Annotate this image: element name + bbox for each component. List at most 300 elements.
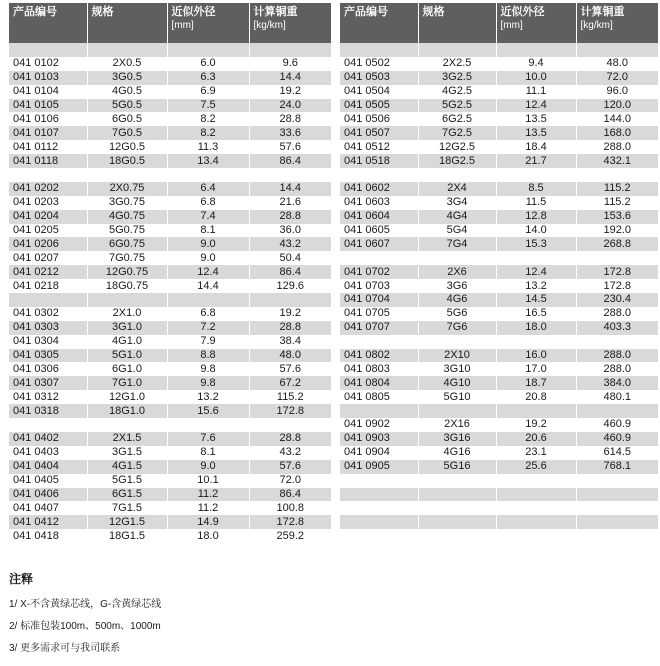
cell-outer-diameter: 9.0 [167, 237, 249, 251]
cell-outer-diameter: 7.4 [167, 210, 249, 224]
cell-product-code: 041 0312 [9, 390, 87, 404]
cell-copper-weight: 432.1 [576, 154, 658, 168]
table-row [9, 515, 331, 529]
cell-product-code: 041 0802 [340, 349, 418, 363]
cell-product-code: 041 0202 [9, 182, 87, 196]
cell-copper-weight: 115.2 [276, 390, 304, 403]
cell-outer-diameter [167, 43, 249, 57]
cell-copper-weight: 614.5 [603, 446, 632, 459]
cell-spec: 3G0.5 [87, 71, 167, 85]
cell-copper-weight: 259.2 [276, 529, 305, 542]
cell-copper-weight: 460.9 [603, 418, 632, 431]
cell-spec: 5G2.5 [418, 99, 496, 113]
table-row [340, 321, 658, 335]
cell-outer-diameter: 9.8 [167, 362, 249, 376]
cell-spec: 7G6 [418, 321, 496, 335]
cell-copper-weight: 172.8 [249, 515, 331, 529]
cell-product-code: 041 0507 [340, 126, 418, 140]
cell-outer-diameter: 9.8 [167, 376, 249, 390]
cell-spec [87, 43, 167, 57]
cell-copper-weight: 28.8 [279, 112, 301, 125]
cell-copper-weight: 86.4 [249, 488, 331, 502]
table-row [9, 488, 331, 502]
cell-spec [87, 168, 167, 182]
cell-copper-weight: 153.6 [576, 210, 658, 224]
cell-product-code [340, 529, 418, 543]
cell-copper-weight: 50.4 [279, 251, 301, 264]
table-header-row [340, 3, 658, 43]
table-row [9, 126, 331, 140]
table-row [340, 515, 658, 529]
cell-product-code [340, 168, 418, 182]
table-row [340, 390, 658, 404]
cell-product-code: 041 0903 [340, 432, 418, 446]
cell-product-code: 041 0204 [9, 210, 87, 224]
cell-product-code: 041 0902 [340, 418, 418, 432]
cell-copper-weight: 288.0 [603, 140, 632, 153]
cell-outer-diameter: 13.5 [496, 112, 576, 126]
cell-spec: 2X1.0 [87, 307, 167, 321]
cell-spec: 2X2.5 [418, 57, 496, 71]
table-row [9, 362, 331, 376]
table-row [9, 418, 331, 432]
cell-product-code [340, 474, 418, 488]
table-row [340, 432, 658, 446]
cell-copper-weight: 28.8 [249, 210, 331, 224]
cell-outer-diameter [496, 335, 576, 349]
table-row [9, 349, 331, 363]
table-row [340, 293, 658, 307]
table-row [340, 265, 658, 279]
table-row [340, 279, 658, 293]
table-row [9, 460, 331, 474]
cell-product-code: 041 0503 [340, 71, 418, 85]
cable-spec-table-left [9, 3, 331, 543]
cell-product-code [9, 418, 87, 432]
cell-outer-diameter: 6.9 [167, 85, 249, 99]
col-header-outer-diameter: 近似外径 [mm] [496, 3, 576, 43]
cell-copper-weight [576, 529, 658, 543]
table-row [340, 376, 658, 390]
cell-product-code: 041 0107 [9, 126, 87, 140]
cell-copper-weight: 86.4 [249, 265, 331, 279]
cell-outer-diameter: 8.1 [167, 446, 249, 460]
cell-product-code: 041 0506 [340, 112, 418, 126]
cell-outer-diameter: 11.5 [496, 196, 576, 210]
cell-outer-diameter: 7.6 [167, 432, 249, 446]
cell-outer-diameter: 18.0 [496, 321, 576, 335]
cell-copper-weight [576, 488, 658, 502]
table-row [340, 168, 658, 182]
cell-spec: 18G0.75 [87, 279, 167, 293]
cell-spec: 4G4 [418, 210, 496, 224]
cell-copper-weight: 768.1 [576, 460, 658, 474]
table-row [9, 182, 331, 196]
cell-product-code: 041 0207 [9, 251, 87, 265]
table-row [340, 488, 658, 502]
cell-outer-diameter: 20.8 [496, 390, 576, 404]
cell-product-code: 041 0805 [340, 390, 418, 404]
cell-outer-diameter: 21.7 [496, 154, 576, 168]
cell-outer-diameter [496, 404, 576, 418]
cell-outer-diameter: 6.4 [167, 182, 249, 196]
table-row [340, 307, 658, 321]
cell-outer-diameter: 8.2 [167, 112, 249, 126]
cell-outer-diameter: 7.5 [167, 99, 249, 113]
table-row [9, 376, 331, 390]
cell-copper-weight [576, 404, 658, 418]
table-row [9, 112, 331, 126]
cell-spec [418, 404, 496, 418]
cell-product-code: 041 0303 [9, 321, 87, 335]
cell-outer-diameter: 19.2 [496, 418, 576, 432]
cell-outer-diameter: 11.1 [496, 85, 576, 99]
table-row [340, 154, 658, 168]
cell-outer-diameter [496, 529, 576, 543]
cell-outer-diameter: 9.0 [167, 460, 249, 474]
table-row [340, 140, 658, 154]
cell-copper-weight: 38.4 [279, 335, 301, 348]
cell-outer-diameter [496, 515, 576, 529]
cell-spec: 5G16 [418, 460, 496, 474]
cell-outer-diameter: 6.3 [167, 71, 249, 85]
cell-product-code: 041 0605 [340, 224, 418, 238]
cell-spec: 2X4 [418, 182, 496, 196]
cell-spec: 5G1.0 [87, 349, 167, 363]
table-row [9, 224, 331, 238]
cell-outer-diameter [167, 168, 249, 182]
cell-copper-weight: 36.0 [279, 224, 301, 237]
cell-spec: 12G1.0 [87, 390, 167, 404]
cell-product-code: 041 0212 [9, 265, 87, 279]
col-header-spec: 规格 [87, 3, 167, 43]
cell-outer-diameter: 14.0 [496, 224, 576, 238]
cell-copper-weight [249, 168, 331, 182]
table-row [340, 446, 658, 460]
cell-copper-weight: 48.0 [606, 57, 628, 70]
cell-spec: 7G1.5 [87, 501, 167, 515]
table-row [9, 529, 331, 543]
cell-copper-weight: 460.9 [576, 432, 658, 446]
cell-product-code: 041 0704 [340, 293, 418, 307]
cell-copper-weight: 288.0 [603, 307, 632, 320]
cell-outer-diameter [167, 418, 249, 432]
cell-product-code: 041 0403 [9, 446, 87, 460]
table-row [9, 446, 331, 460]
cell-product-code: 041 0705 [340, 307, 418, 321]
cell-spec [418, 474, 496, 488]
table-row [340, 251, 658, 265]
table-row [9, 43, 331, 57]
table-row [9, 154, 331, 168]
cell-outer-diameter: 12.4 [167, 265, 249, 279]
cell-product-code: 041 0803 [340, 362, 418, 376]
cell-copper-weight: 28.8 [249, 432, 331, 446]
table-row [9, 501, 331, 515]
table-row [340, 237, 658, 251]
cell-copper-weight: 192.0 [603, 224, 632, 237]
cell-product-code: 041 0804 [340, 376, 418, 390]
cell-outer-diameter: 25.6 [496, 460, 576, 474]
cell-outer-diameter: 13.4 [167, 154, 249, 168]
cell-outer-diameter [496, 501, 576, 515]
table-row [340, 529, 658, 543]
cell-spec [418, 335, 496, 349]
cell-outer-diameter: 14.4 [167, 279, 249, 293]
cell-spec [418, 168, 496, 182]
cell-spec: 4G1.5 [87, 460, 167, 474]
cell-spec: 5G0.5 [87, 99, 167, 113]
cell-outer-diameter: 7.9 [167, 335, 249, 349]
cell-spec: 4G2.5 [418, 85, 496, 99]
cell-outer-diameter: 8.5 [496, 182, 576, 196]
cell-outer-diameter: 9.0 [167, 251, 249, 265]
cell-product-code [340, 335, 418, 349]
table-row [9, 307, 331, 321]
cell-spec: 7G0.75 [87, 251, 167, 265]
cell-product-code: 041 0505 [340, 99, 418, 113]
cell-spec: 4G0.75 [87, 210, 167, 224]
table-row [9, 168, 331, 182]
cell-product-code [340, 515, 418, 529]
cell-spec: 7G4 [418, 237, 496, 251]
cell-copper-weight: 288.0 [603, 362, 632, 375]
cell-spec: 4G6 [418, 293, 496, 307]
table-row [9, 140, 331, 154]
cell-outer-diameter: 9.4 [496, 57, 576, 71]
cell-outer-diameter [496, 251, 576, 265]
table-row [9, 210, 331, 224]
cell-copper-weight: 19.2 [279, 85, 301, 98]
cell-spec [418, 501, 496, 515]
cell-product-code: 041 0102 [9, 57, 87, 71]
cell-product-code: 041 0707 [340, 321, 418, 335]
cell-outer-diameter [496, 168, 576, 182]
cell-product-code: 041 0205 [9, 224, 87, 238]
cell-product-code: 041 0404 [9, 460, 87, 474]
cell-spec: 12G1.5 [87, 515, 167, 529]
cell-outer-diameter: 14.5 [496, 293, 576, 307]
cell-product-code: 041 0106 [9, 112, 87, 126]
cell-copper-weight: 172.8 [576, 265, 658, 279]
cell-outer-diameter: 11.3 [167, 140, 249, 154]
cell-outer-diameter: 23.1 [496, 446, 576, 460]
cell-product-code: 041 0302 [9, 307, 87, 321]
table-row [340, 224, 658, 238]
cell-copper-weight [576, 515, 658, 529]
cell-outer-diameter: 6.8 [167, 307, 249, 321]
cell-spec: 4G16 [418, 446, 496, 460]
cell-product-code: 041 0603 [340, 196, 418, 210]
table-row [340, 474, 658, 488]
cell-copper-weight: 480.1 [603, 390, 632, 403]
cell-product-code: 041 0218 [9, 279, 87, 293]
cell-copper-weight: 115.2 [576, 182, 658, 196]
table-row [9, 404, 331, 418]
cell-spec: 5G1.5 [87, 474, 167, 488]
cell-product-code: 041 0105 [9, 99, 87, 113]
cell-product-code: 041 0607 [340, 237, 418, 251]
table-row [340, 112, 658, 126]
cell-spec: 7G0.5 [87, 126, 167, 140]
cell-spec: 7G1.0 [87, 376, 167, 390]
cell-outer-diameter: 18.7 [496, 376, 576, 390]
cell-product-code [340, 43, 418, 57]
cell-spec: 4G10 [418, 376, 496, 390]
cell-product-code: 041 0318 [9, 404, 87, 418]
table-row [9, 432, 331, 446]
cable-spec-table-right [340, 3, 658, 543]
cell-outer-diameter: 8.1 [167, 224, 249, 238]
cell-outer-diameter: 6.0 [167, 57, 249, 71]
cell-copper-weight: 129.6 [276, 279, 305, 292]
cell-product-code: 041 0703 [340, 279, 418, 293]
cell-outer-diameter: 10.0 [496, 71, 576, 85]
cell-outer-diameter: 15.6 [167, 404, 249, 418]
cell-product-code: 041 0412 [9, 515, 87, 529]
cell-copper-weight [576, 501, 658, 515]
cell-outer-diameter: 18.4 [496, 140, 576, 154]
cell-copper-weight: 144.0 [603, 112, 632, 125]
cell-copper-weight: 43.2 [249, 237, 331, 251]
cell-spec: 3G1.0 [87, 321, 167, 335]
cell-spec [418, 43, 496, 57]
cell-copper-weight: 230.4 [576, 293, 658, 307]
note-item: 3/ 更多需求可与我司联系 [9, 643, 121, 654]
cell-copper-weight: 57.6 [279, 362, 301, 375]
cell-copper-weight: 14.4 [249, 71, 331, 85]
cell-outer-diameter: 11.2 [167, 488, 249, 502]
table-row [340, 349, 658, 363]
table-row [9, 279, 331, 293]
cell-copper-weight: 21.6 [279, 196, 301, 209]
cell-outer-diameter: 18.0 [167, 529, 249, 543]
cell-outer-diameter: 13.2 [167, 390, 249, 404]
table-row [340, 182, 658, 196]
cell-copper-weight: 100.8 [276, 501, 305, 514]
cell-outer-diameter [167, 293, 249, 307]
cell-outer-diameter: 10.1 [167, 474, 249, 488]
table-row [340, 404, 658, 418]
table-row [9, 474, 331, 488]
cell-product-code: 041 0518 [340, 154, 418, 168]
table-header-row [9, 3, 331, 43]
cell-product-code [340, 501, 418, 515]
cell-product-code: 041 0104 [9, 85, 87, 99]
cell-product-code [340, 404, 418, 418]
cell-product-code: 041 0407 [9, 501, 87, 515]
cell-product-code: 041 0602 [340, 182, 418, 196]
cell-outer-diameter: 16.0 [496, 349, 576, 363]
cell-outer-diameter: 8.8 [167, 349, 249, 363]
table-row [9, 293, 331, 307]
cell-copper-weight: 172.8 [249, 404, 331, 418]
col-header-product-code: 产品编号 [340, 3, 418, 43]
cell-copper-weight: 72.0 [279, 474, 301, 487]
cell-spec: 3G16 [418, 432, 496, 446]
cell-product-code: 041 0405 [9, 474, 87, 488]
table-row [340, 57, 658, 71]
table-row [340, 210, 658, 224]
cell-product-code: 041 0502 [340, 57, 418, 71]
cell-outer-diameter: 12.4 [496, 265, 576, 279]
cell-product-code: 041 0504 [340, 85, 418, 99]
cell-spec: 3G10 [418, 362, 496, 376]
cell-copper-weight: 120.0 [576, 99, 658, 113]
cell-spec: 18G1.0 [87, 404, 167, 418]
cell-copper-weight: 172.8 [603, 279, 632, 292]
cell-product-code: 041 0203 [9, 196, 87, 210]
cell-spec: 6G0.5 [87, 112, 167, 126]
cell-product-code: 041 0512 [340, 140, 418, 154]
cell-spec: 4G1.0 [87, 335, 167, 349]
notes-title: 注释 [9, 572, 34, 586]
cell-spec: 6G1.5 [87, 488, 167, 502]
cell-spec: 2X0.75 [87, 182, 167, 196]
table-row [340, 43, 658, 57]
table-row [9, 335, 331, 349]
cell-spec: 5G0.75 [87, 224, 167, 238]
cell-product-code: 041 0905 [340, 460, 418, 474]
cell-spec: 5G4 [418, 224, 496, 238]
cell-spec: 6G1.0 [87, 362, 167, 376]
cell-copper-weight: 86.4 [249, 154, 331, 168]
table-row [9, 99, 331, 113]
table-row [9, 85, 331, 99]
cell-copper-weight [576, 168, 658, 182]
cell-product-code: 041 0418 [9, 529, 87, 543]
cell-copper-weight: 28.8 [249, 321, 331, 335]
cell-copper-weight: 48.0 [249, 349, 331, 363]
cell-copper-weight: 384.0 [576, 376, 658, 390]
cell-product-code: 041 0305 [9, 349, 87, 363]
cell-copper-weight: 57.6 [249, 460, 331, 474]
table-row [9, 265, 331, 279]
cell-outer-diameter: 17.0 [496, 362, 576, 376]
cell-product-code: 041 0306 [9, 362, 87, 376]
cell-copper-weight [249, 293, 331, 307]
cell-spec: 6G2.5 [418, 112, 496, 126]
cell-copper-weight: 168.0 [576, 126, 658, 140]
cell-copper-weight: 57.6 [279, 140, 301, 153]
table-row [340, 126, 658, 140]
cell-spec: 2X10 [418, 349, 496, 363]
cell-spec: 12G0.5 [87, 140, 167, 154]
cell-spec [87, 418, 167, 432]
table-row [9, 390, 331, 404]
cell-spec [418, 529, 496, 543]
note-item: 2/ 标准包装100m、500m、1000m [9, 621, 161, 632]
cell-copper-weight: 67.2 [249, 376, 331, 390]
cell-outer-diameter: 7.2 [167, 321, 249, 335]
cell-spec: 6G0.75 [87, 237, 167, 251]
cell-copper-weight: 288.0 [576, 349, 658, 363]
cell-spec: 3G1.5 [87, 446, 167, 460]
table-row [340, 71, 658, 85]
table-row [340, 335, 658, 349]
cell-product-code: 041 0307 [9, 376, 87, 390]
cell-copper-weight: 14.4 [249, 182, 331, 196]
cell-outer-diameter: 14.9 [167, 515, 249, 529]
cell-copper-weight: 268.8 [576, 237, 658, 251]
notes-section [9, 570, 161, 661]
cell-product-code: 041 0402 [9, 432, 87, 446]
table-body-right [340, 43, 658, 543]
col-header-outer-diameter: 近似外径 [mm] [167, 3, 249, 43]
table-row [9, 251, 331, 265]
cell-product-code [9, 293, 87, 307]
cell-product-code: 041 0604 [340, 210, 418, 224]
